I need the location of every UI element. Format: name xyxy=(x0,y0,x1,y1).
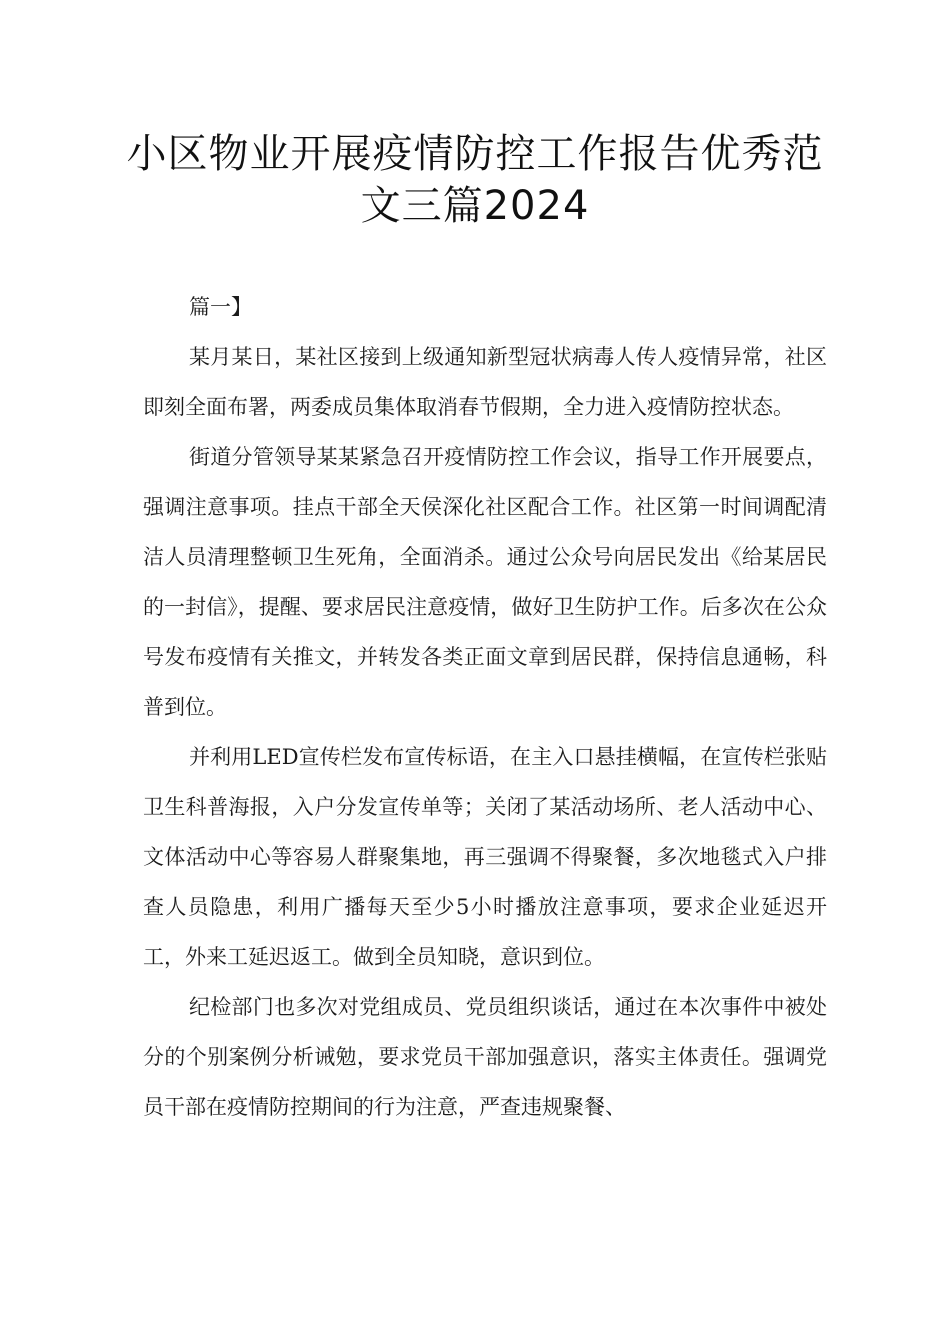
section-label: 篇一】 xyxy=(189,295,252,319)
paragraph-4: 纪检部门也多次对党组成员、党员组织谈话，通过在本次事件中被处分的个别案例分析诫勉，要求党员干部加强意识，落实主体责任。强调党员干部在疫情防控期间的行为注意，严查违规聚餐、 xyxy=(143,995,827,1119)
document-title xyxy=(120,128,830,232)
title-line-2: 文三篇2024 xyxy=(360,183,590,229)
title-line-1: 小区物业开展疫情防控工作报告优秀范 xyxy=(126,131,824,177)
paragraph-1: 某月某日，某社区接到上级通知新型冠状病毒人传人疫情异常，社区即刻全面布署，两委成员集体取消春节假期，全力进入疫情防控状态。 xyxy=(143,345,827,419)
paragraph-2: 街道分管领导某某紧急召开疫情防控工作会议，指导工作开展要点，强调注意事项。挂点干部全天侯深化社区配合工作。社区第一时间调配清洁人员清理整顿卫生死角，全面消杀。通过公众号向居民发出《给某居民的一封信》，提醒、要求居民注意疫情，做好卫生防护工作。后多次在公众号发布疫情有关推文，并转发各类正面文章到居民群，保持信息通畅，科普到位。 xyxy=(143,445,827,719)
paragraph-3: 并利用LED宣传栏发布宣传标语，在主入口悬挂横幅，在宣传栏张贴卫生科普海报，入户分发宣传单等；关闭了某活动场所、老人活动中心、文体活动中心等容易人群聚集地，再三强调不得聚餐，多次地毯式入户排查人员隐患，利用广播每天至少5小时播放注意事项，要求企业延迟开工，外来工延迟返工。做到全员知晓，意识到位。 xyxy=(143,745,827,969)
document-body xyxy=(143,282,827,1132)
